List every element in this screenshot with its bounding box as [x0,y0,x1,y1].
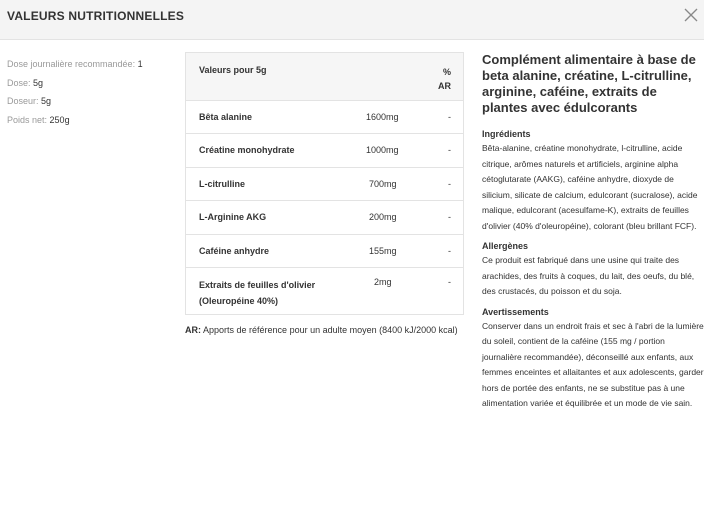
allergens-title: Allergènes [482,241,529,251]
table-row: Bêta alanine 1600mg - [186,101,463,134]
table-row: Extraits de feuilles d'olivier (Oleuropéine 40%) 2mg - [199,276,451,306]
table-row: Créatine monohydrate 1000mg - [186,134,463,167]
ingredients-title: Ingrédients [482,129,531,139]
warnings-title: Avertissements [482,306,549,317]
table-row: L-citrulline 700mg - [186,168,463,201]
modal-header [0,0,704,40]
table-header-ar: % AR [438,67,451,91]
summary-item: Poids net: 250g [7,114,70,125]
nutrition-table [185,52,464,315]
product-title: Complément alimentaire à base de beta alanine, créatine, L-citrulline, arginine, caféine, extraits de plantes avec édulcorants [482,52,696,115]
summary-item: Doseur: 5g [7,96,52,107]
product-details [482,52,704,418]
allergens-text: Ce produit est fabriqué dans une usine qui traite des arachides, des fruits à coques, du lait, des oeufs, du blé, des crustacés, du poisson et du soja. [482,255,695,296]
warnings-text: Conserver dans un endroit frais et sec à l'abri de la lumière du soleil, contient de la caféine (155 mg / portion journalière recommandée), déconseillé aux enfants, aux femmes enceintes et allaitantes et aux adolescents, garder hors de portée des enfants, ne se substitue pas à une alimentation variée et équilibrée et un mode de vie sain. [482,320,704,408]
reference-note: AR: Apports de référence pour un adulte moyen (8400 kJ/2000 kcal) [185,325,458,335]
table-row: Caféine anhydre 155mg - [186,235,463,268]
dosage-summary [7,55,143,129]
table-row: L-Arginine AKG 200mg - [186,201,463,234]
summary-item: Dose journalière recommandée: 1 [7,59,143,69]
ingredients-text: Bêta-alanine, créatine monohydrate, l-citrulline, acide citrique, arômes naturels et artificiels, arginine alpha cétoglutarate (AAKG), caféine anhydre, dioxyde de silicium, silicate de calcium, edulcorant (sucralose), acide malique, edulcorant (acesulfame-K), extraits de feuilles d'olivier (40% d'oleuropéine), colorant (bleu brillant FCF). [482,143,698,231]
table-header [186,53,463,101]
close-icon[interactable] [684,8,698,22]
table-header-label: Valeurs pour 5g [199,65,267,75]
summary-item: Dose: 5g [7,77,44,88]
modal-title: VALEURS NUTRITIONNELLES [7,9,185,23]
